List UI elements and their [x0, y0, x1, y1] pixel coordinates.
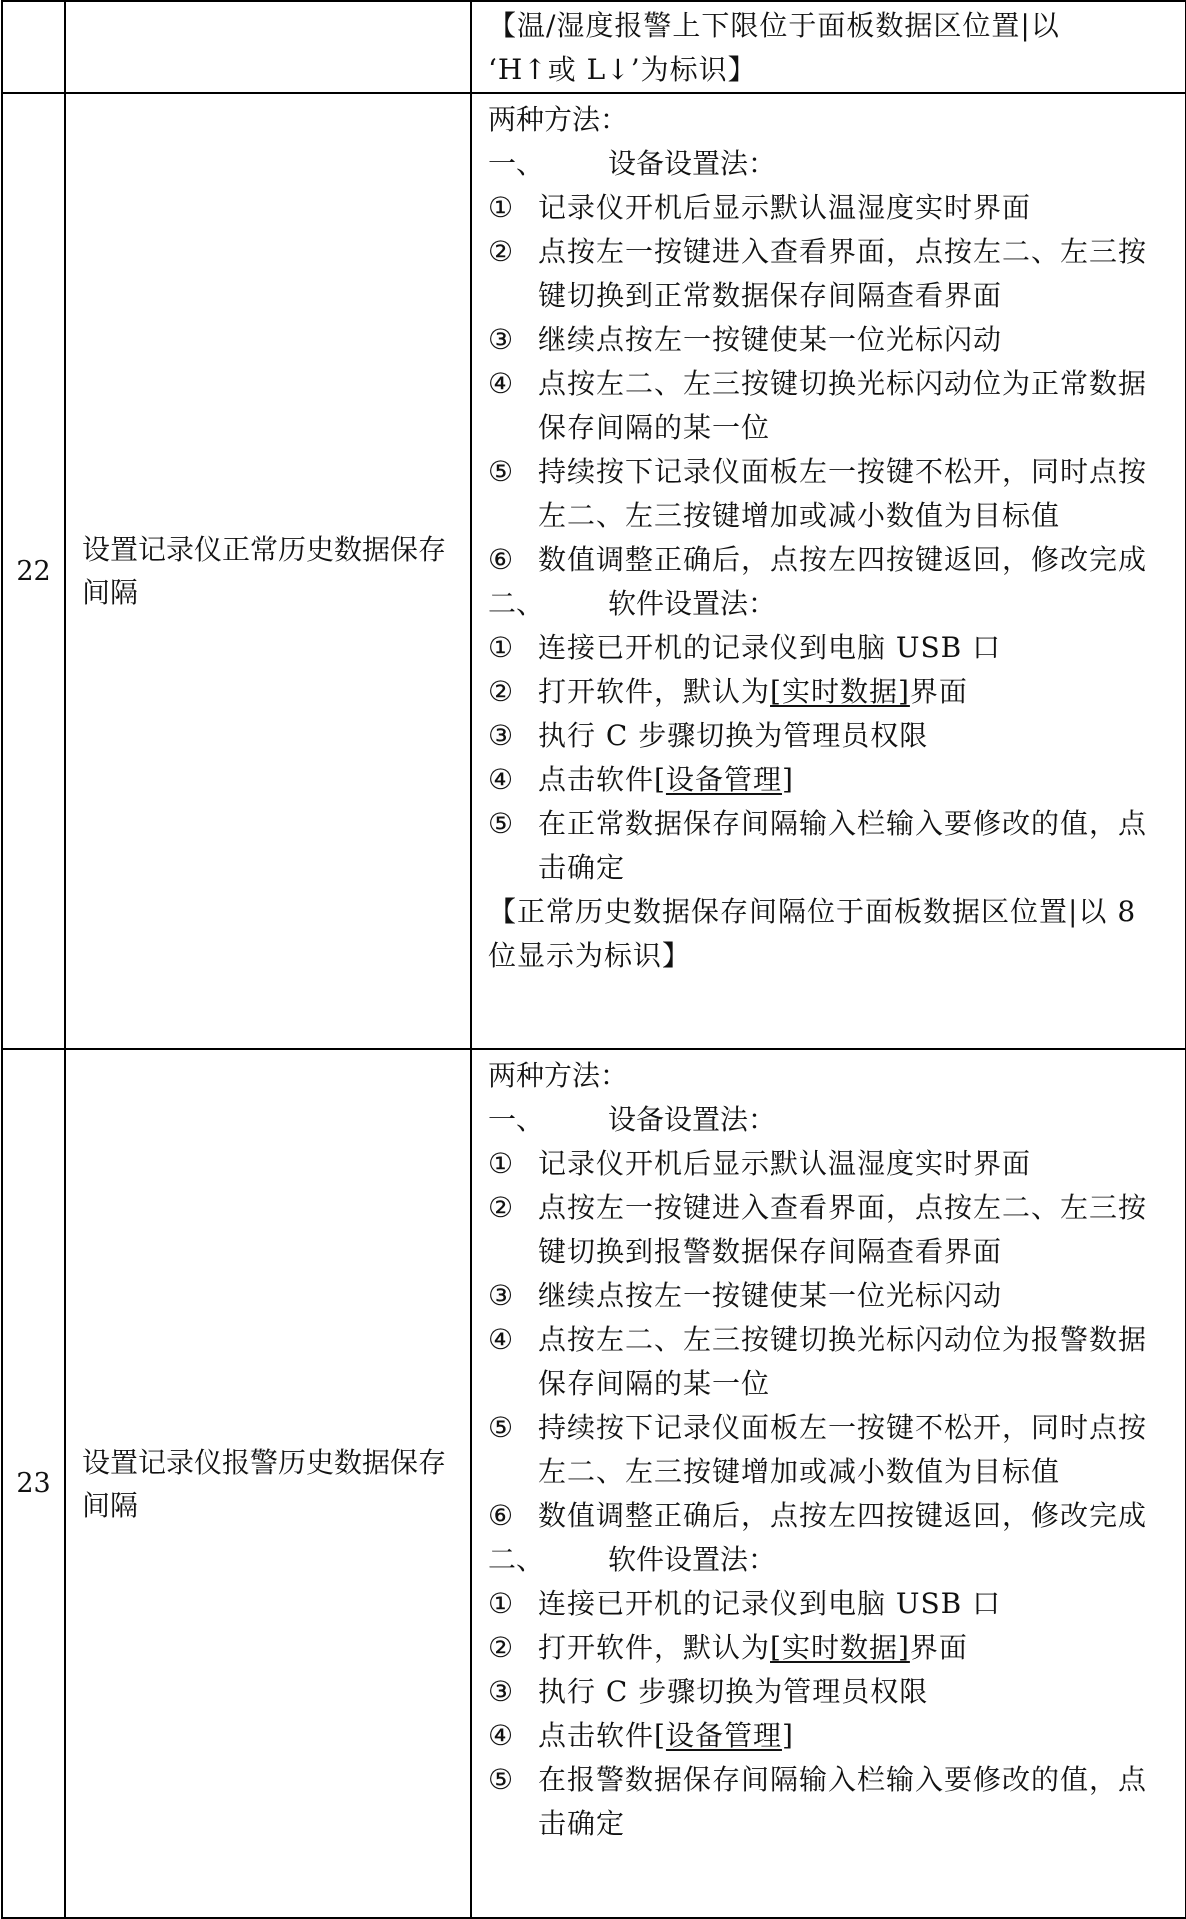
realtime-data-link: [实时数据]: [770, 1631, 910, 1664]
software-step: ⑤ 在报警数据保存间隔输入栏输入要修改的值，点击确定: [488, 1763, 1148, 1840]
row-number: 22: [2, 93, 65, 1049]
row-number: 23: [2, 1049, 65, 1918]
task-title: 设置记录仪正常历史数据保存间隔: [65, 93, 471, 1049]
table-row-23: [2, 1049, 1186, 1918]
device-step: ① 记录仪开机后显示默认温湿度实时界面: [488, 1147, 1032, 1180]
software-step: ② 打开软件，默认为[实时数据]界面: [488, 675, 968, 708]
section-software-heading: 二、 软件设置法：: [488, 587, 777, 620]
realtime-data-link: [实时数据]: [770, 675, 910, 708]
row-number-cell: [2, 1, 65, 93]
device-step: ⑤ 持续按下记录仪面板左一按键不松开，同时点按左二、左三按键增加或减小数值为目标值: [488, 455, 1148, 532]
device-step: ④ 点按左二、左三按键切换光标闪动位为正常数据保存间隔的某一位: [488, 367, 1148, 444]
task-title: 设置记录仪报警历史数据保存间隔: [65, 1049, 471, 1918]
device-step: ② 点按左一按键进入查看界面，点按左二、左三按键切换到报警数据保存间隔查看界面: [488, 1191, 1148, 1268]
steps-cell: [471, 93, 1186, 1049]
software-step: ④ 点击软件[设备管理]: [488, 763, 794, 796]
software-step: ③ 执行 C 步骤切换为管理员权限: [488, 1675, 929, 1708]
device-management-link: 设备管理: [665, 763, 782, 796]
software-step: ① 连接已开机的记录仪到电脑 USB 口: [488, 631, 1002, 664]
section-device-heading: 一、 设备设置法：: [488, 1103, 777, 1136]
methods-intro: 两种方法：: [488, 1059, 629, 1092]
methods-intro: 两种方法：: [488, 103, 629, 136]
task-cell: [65, 1, 471, 93]
procedure-table: [1, 0, 1186, 1919]
software-step: ③ 执行 C 步骤切换为管理员权限: [488, 719, 929, 752]
device-step: ⑤ 持续按下记录仪面板左一按键不松开，同时点按左二、左三按键增加或减小数值为目标值: [488, 1411, 1148, 1488]
device-step: ④ 点按左二、左三按键切换光标闪动位为报警数据保存间隔的某一位: [488, 1323, 1148, 1400]
device-step: ⑥ 数值调整正确后，点按左四按键返回，修改完成: [488, 1499, 1148, 1532]
device-step: ③ 继续点按左一按键使某一位光标闪动: [488, 1279, 1003, 1312]
note-line: ‘H↑或 L↓’为标识】: [488, 53, 757, 86]
steps-cell: [471, 1049, 1186, 1918]
device-step: ① 记录仪开机后显示默认温湿度实时界面: [488, 191, 1032, 224]
steps-cell: [471, 1, 1186, 93]
device-management-link: 设备管理: [665, 1719, 782, 1752]
note-line: 【温/湿度报警上下限位于面板数据区位置|以: [488, 9, 1060, 42]
device-step: ② 点按左一按键进入查看界面，点按左二、左三按键切换到正常数据保存间隔查看界面: [488, 235, 1148, 312]
table-row-22: [2, 93, 1186, 1049]
software-step: ② 打开软件，默认为[实时数据]界面: [488, 1631, 968, 1664]
table-row-continuation: [2, 1, 1186, 93]
software-step: ⑤ 在正常数据保存间隔输入栏输入要修改的值，点击确定: [488, 807, 1148, 884]
section-software-heading: 二、 软件设置法：: [488, 1543, 777, 1576]
device-step: ⑥ 数值调整正确后，点按左四按键返回，修改完成: [488, 543, 1148, 576]
software-step: ④ 点击软件[设备管理]: [488, 1719, 794, 1752]
panel-note: 【正常历史数据保存间隔位于面板数据区位置|以 8 位显示为标识】: [488, 895, 1137, 972]
software-step: ① 连接已开机的记录仪到电脑 USB 口: [488, 1587, 1002, 1620]
section-device-heading: 一、 设备设置法：: [488, 147, 777, 180]
device-step: ③ 继续点按左一按键使某一位光标闪动: [488, 323, 1003, 356]
